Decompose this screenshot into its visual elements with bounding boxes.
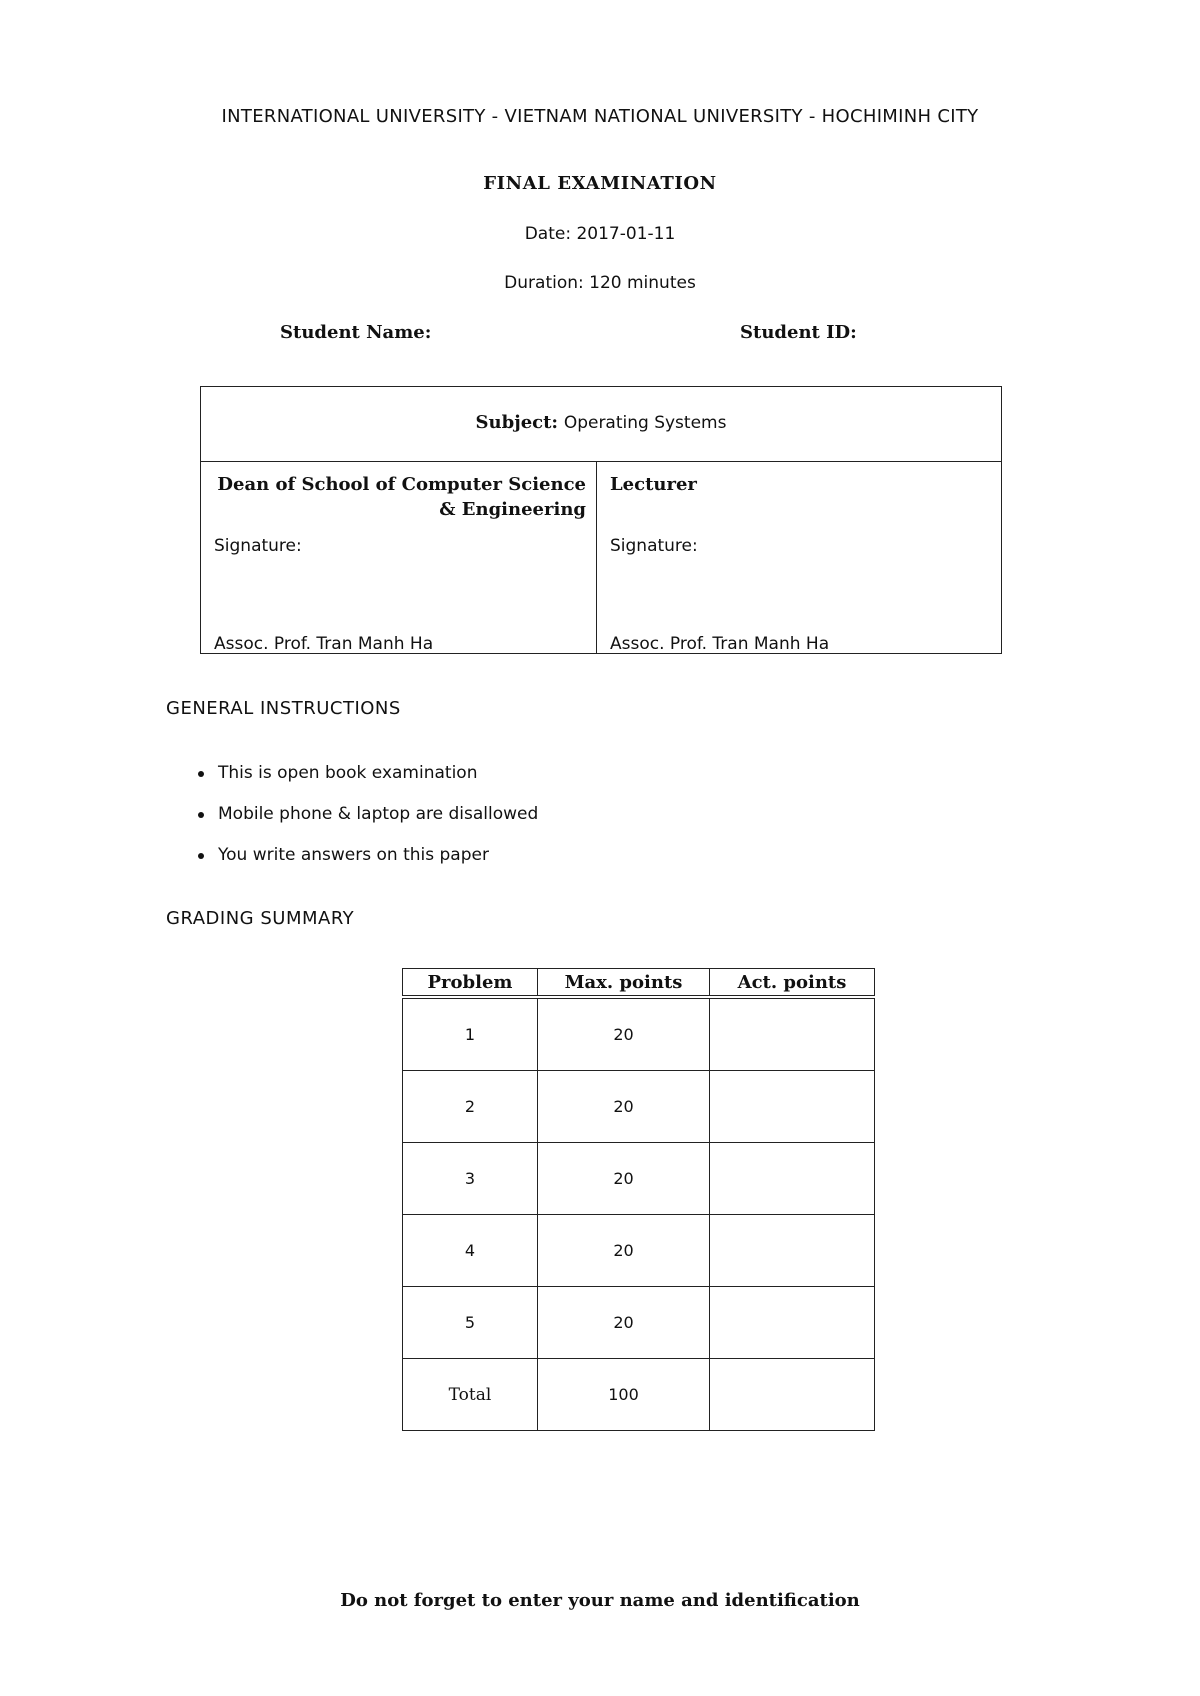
instruction-list — [198, 763, 538, 886]
total-actual-points-cell[interactable] — [710, 1359, 875, 1431]
max-points-cell: 20 — [538, 1071, 710, 1143]
exam-date: Date: 2017-01-11 — [524, 224, 676, 244]
actual-points-cell[interactable] — [710, 997, 875, 1071]
max-points-cell: 20 — [538, 1215, 710, 1287]
list-item — [198, 804, 538, 845]
dean-title: Dean of School of Computer Science & Engineering — [217, 474, 586, 520]
table-row — [403, 1071, 875, 1143]
max-points-cell: 20 — [538, 1143, 710, 1215]
actual-points-cell[interactable] — [710, 1215, 875, 1287]
dean-signature-label: Signature: — [214, 536, 302, 556]
bullet-icon — [198, 853, 204, 859]
subject-value: Operating Systems — [563, 413, 727, 433]
bullet-icon — [198, 771, 204, 777]
problem-cell: 3 — [403, 1143, 538, 1215]
exam-duration: Duration: 120 minutes — [504, 273, 696, 293]
problem-cell: 1 — [403, 997, 538, 1071]
student-id-label: Student ID: — [740, 322, 857, 343]
problem-cell: 5 — [403, 1287, 538, 1359]
grading-table — [402, 968, 875, 1431]
list-item — [198, 763, 538, 804]
lecturer-signature-label: Signature: — [610, 536, 698, 556]
actual-points-cell[interactable] — [710, 1143, 875, 1215]
problem-cell: 4 — [403, 1215, 538, 1287]
table-row — [403, 1143, 875, 1215]
bullet-icon — [198, 812, 204, 818]
column-header-problem: Problem — [403, 969, 538, 998]
lecturer-title: Lecturer — [610, 474, 697, 495]
table-row — [403, 1215, 875, 1287]
max-points-cell: 20 — [538, 997, 710, 1071]
table-header-row — [403, 969, 875, 998]
instruction-text: This is open book examination — [218, 763, 478, 783]
table-row — [403, 997, 875, 1071]
table-row — [403, 1287, 875, 1359]
problem-cell: 2 — [403, 1071, 538, 1143]
subject-row — [201, 387, 1001, 462]
subject-label: Subject: — [475, 412, 559, 433]
actual-points-cell[interactable] — [710, 1071, 875, 1143]
dean-signature-cell — [201, 462, 597, 653]
total-label-cell: Total — [403, 1359, 538, 1431]
total-max-points-cell: 100 — [538, 1359, 710, 1431]
exam-title: FINAL EXAMINATION — [483, 173, 717, 194]
max-points-cell: 20 — [538, 1287, 710, 1359]
instruction-text: You write answers on this paper — [218, 845, 489, 865]
lecturer-signature-cell — [597, 462, 1001, 653]
instructions-heading: GENERAL INSTRUCTIONS — [166, 698, 401, 719]
instruction-text: Mobile phone & laptop are disallowed — [218, 804, 539, 824]
student-name-label: Student Name: — [280, 322, 432, 343]
list-item — [198, 845, 538, 886]
grading-heading: GRADING SUMMARY — [166, 908, 355, 929]
subject-box — [200, 386, 1002, 654]
lecturer-name: Assoc. Prof. Tran Manh Ha — [610, 634, 830, 654]
table-row-total — [403, 1359, 875, 1431]
column-header-act-points: Act. points — [710, 969, 875, 998]
footer-note: Do not forget to enter your name and identification — [340, 1590, 860, 1611]
actual-points-cell[interactable] — [710, 1287, 875, 1359]
dean-name: Assoc. Prof. Tran Manh Ha — [214, 634, 434, 654]
university-name: INTERNATIONAL UNIVERSITY - VIETNAM NATIONAL UNIVERSITY - HOCHIMINH CITY — [221, 106, 979, 127]
column-header-max-points: Max. points — [538, 969, 710, 998]
